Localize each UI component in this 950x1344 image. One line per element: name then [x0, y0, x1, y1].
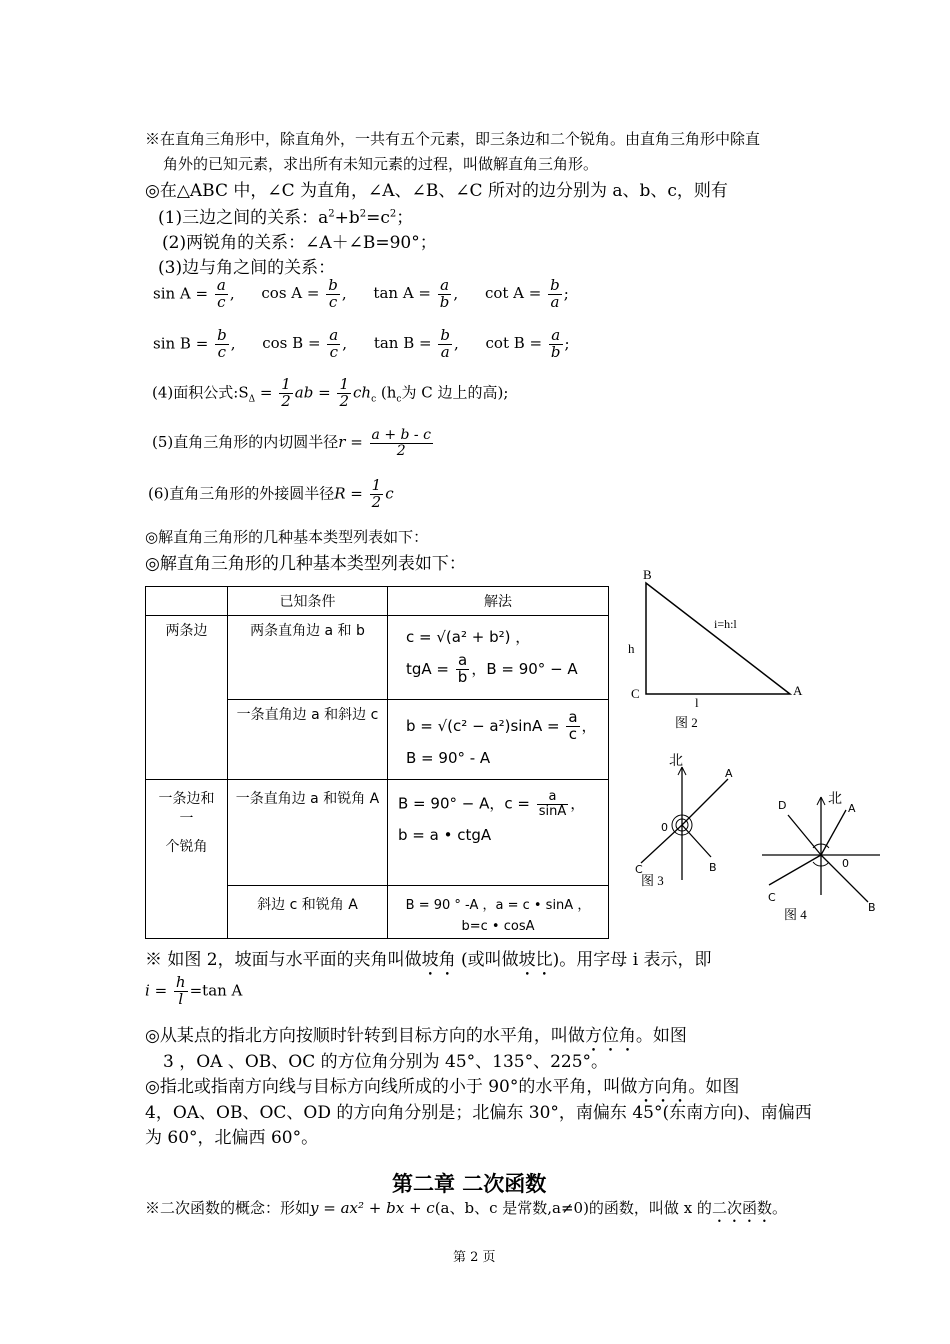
header-method: 解法	[388, 587, 609, 616]
svg-text:图 3: 图 3	[641, 873, 664, 888]
type-side-angle: 一条边和一 个锐角	[146, 780, 228, 939]
circumradius-formula: (6)直角三角形的外接圆半径R = $\frac{1}{2}$ c	[148, 476, 394, 511]
solution-table	[145, 586, 609, 939]
svg-text:C: C	[768, 891, 776, 904]
svg-text:D: D	[778, 799, 787, 812]
chapter-title: 第二章 二次函数	[392, 1171, 547, 1196]
header-empty	[146, 587, 228, 616]
known-two-legs: 两条直角边 a 和 b	[228, 616, 388, 700]
direction-line-2: 4，OA、OB、OC、OD 的方向角分别是；北偏东 30°，南偏东 45°(东南方向)、南偏西	[145, 1103, 812, 1123]
svg-text:i=h:l: i=h:l	[714, 617, 737, 631]
slope-formula: i = $\frac{h}{l}$ =tan A	[145, 973, 243, 1008]
known-hyp-angle: 斜边 c 和锐角 A	[228, 886, 388, 939]
svg-text:B: B	[709, 861, 717, 874]
figure-3-bearing	[625, 745, 755, 895]
intro-line-1: ※在直角三角形中，除直角外，一共有五个元素，即三条边和二个锐角。由直角三角形中除直	[145, 130, 761, 148]
figure-4-direction	[758, 785, 888, 925]
slope-paragraph: ※ 如图 2，坡面与水平面的夹角叫做坡角 (或叫做坡比)。用字母 i 表示，即	[145, 950, 712, 970]
svg-text:北: 北	[669, 753, 683, 769]
bearing-line-1: ◎从某点的指北方向按顺时针转到目标方向的水平角，叫做方位角。如图	[145, 1026, 687, 1046]
method-hyp-angle: B = 90 ° -A ，a = c • sinA ， b=c • cosA	[388, 886, 609, 939]
svg-text:0: 0	[842, 857, 849, 870]
svg-text:图 2: 图 2	[675, 715, 698, 730]
trig-row-a: sin A = $\frac{a}{c}$ , cos A = $\frac{b}{c}$ , tan A = $\frac{a}{b}$ , cot A = $\frac{b}{a}$ ;	[153, 276, 569, 311]
svg-text:北: 北	[828, 791, 842, 807]
direction-line-1: ◎指北或指南方向线与目标方向线所成的小于 90°的水平角，叫做方向角。如图	[145, 1077, 740, 1097]
relation-sides: (1)三边之间的关系：$a^2+b^2=c^2$；	[158, 208, 414, 228]
intro-line-2: 角外的已知元素，求出所有未知元素的过程，叫做解直角三角形。	[163, 155, 599, 173]
svg-text:A: A	[793, 683, 803, 698]
list-header: ◎解直角三角形的几种基本类型列表如下：	[145, 554, 466, 574]
svg-text:C: C	[635, 863, 643, 876]
svg-text:C: C	[631, 686, 640, 701]
bearing-line-2: 3 ，OA 、OB、OC 的方位角分别为 45°、135°、225°。	[163, 1052, 609, 1072]
svg-text:A: A	[725, 767, 733, 780]
figure-2-triangle	[625, 565, 815, 735]
inradius-formula: (5)直角三角形的内切圆半径r = $\frac{a + b - c}{2}$	[152, 427, 431, 459]
quadratic-definition: ※二次函数的概念：形如y = ax² + bx + c(a、b、c 是常数,a≠0)的函数，叫做 x 的二次函数。	[145, 1199, 787, 1217]
method-two-legs: c = √(a² + b²) ， tgA = $\frac{a}{b}$ ，B = 90° − A	[388, 616, 609, 700]
sinA-label: sin A =	[153, 284, 209, 303]
area-formula: (4)面积公式$:S_\Delta$ = $\frac{1}{2}$ ab = $\frac{1}{2}$ $ch_c$ ($h_c$为 C 边上的高);	[152, 375, 509, 410]
type-two-sides: 两条边	[146, 616, 228, 780]
intro-line-3: ◎在△ABC 中，∠C 为直角，∠A、∠B、∠C 所对的边分别为 a、b、c，则有	[145, 181, 728, 201]
trig-row-b: sin B = $\frac{b}{c}$ , cos B = $\frac{a}{c}$ , tan B = $\frac{b}{a}$ , cot B = $\frac{a}{b}$ ;	[153, 326, 570, 361]
list-header-small: ◎解直角三角形的几种基本类型列表如下：	[145, 528, 429, 546]
direction-line-3: 为 60°，北偏西 60°。	[145, 1128, 319, 1148]
svg-text:A: A	[848, 802, 856, 815]
svg-text:l: l	[695, 695, 699, 710]
svg-text:B: B	[868, 901, 876, 914]
svg-text:图 4: 图 4	[784, 907, 807, 922]
method-leg-angle: B = 90° − A，c = $\frac{a}{\sin A}$ ， b = a • ctgA	[388, 780, 609, 886]
svg-text:0: 0	[661, 821, 668, 834]
svg-text:h: h	[628, 641, 635, 656]
known-leg-hypotenuse: 一条直角边 a 和斜边 c	[228, 700, 388, 780]
method-leg-hypotenuse: b = √(c² − a²)sinA = $\frac{a}{c}$ ， B = 90° - A	[388, 700, 609, 780]
header-known: 已知条件	[228, 587, 388, 616]
relation-angles: (2)两锐角的关系：∠A＋∠B=90°；	[162, 233, 437, 253]
known-leg-angle: 一条直角边 a 和锐角 A	[228, 780, 388, 886]
page-number: 第 2 页	[453, 1250, 496, 1265]
relation-side-angle: (3)边与角之间的关系：	[158, 258, 336, 278]
svg-text:B: B	[643, 567, 652, 582]
